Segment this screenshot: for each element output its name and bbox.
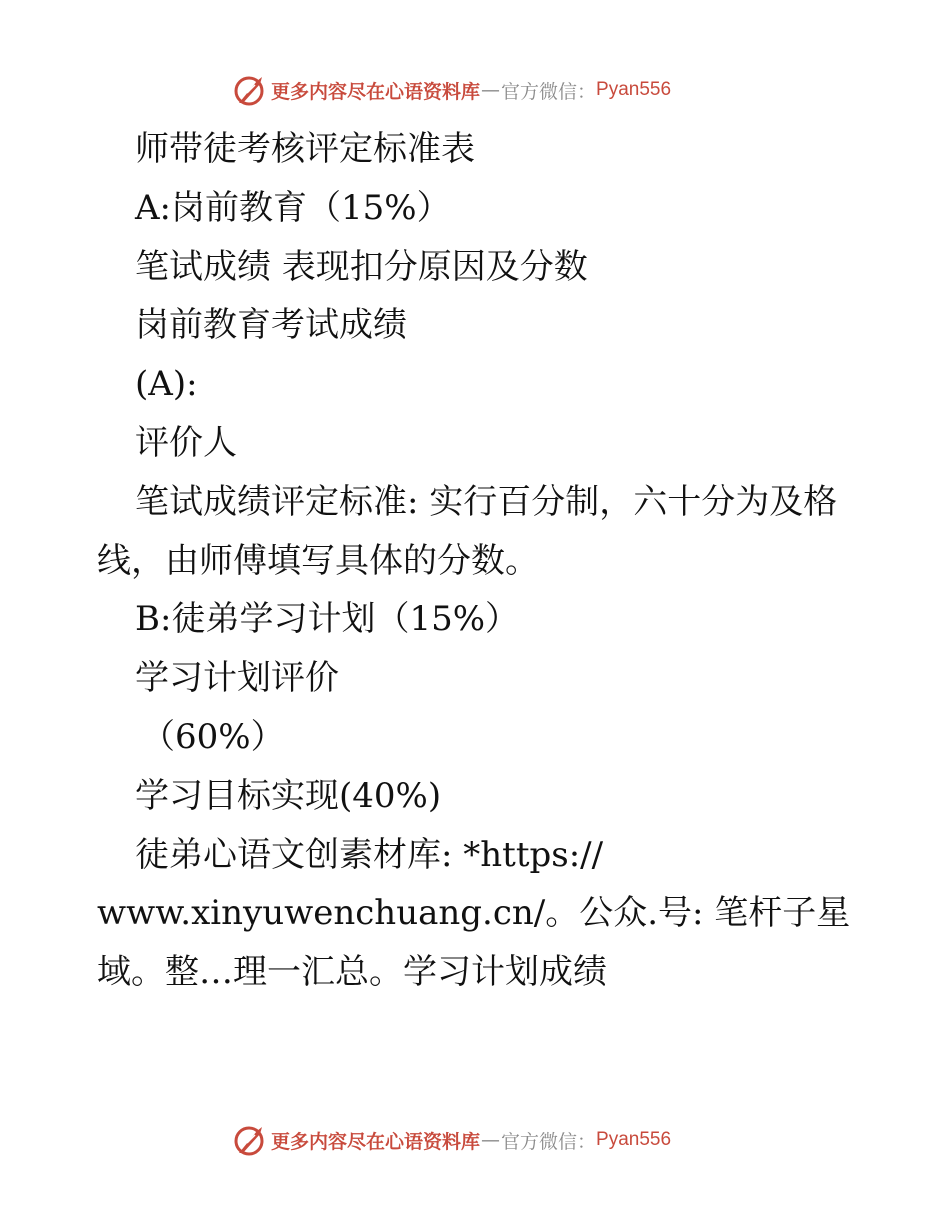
section-b-heading: B:徒弟学习计划（15%） bbox=[135, 599, 520, 640]
paragraph-line: www.xinyuwenchuang.cn/。公众.号: 笔杆子星 bbox=[97, 893, 851, 934]
watermark-wechat-id: Pyan556 bbox=[596, 1129, 672, 1150]
watermark-site-text: 更多内容尽在心语资料库 bbox=[271, 80, 481, 103]
quill-in-circle-icon bbox=[233, 1123, 267, 1157]
paragraph-line: 笔试成绩评定标准: 实行百分制，六十分为及格 bbox=[135, 481, 838, 522]
text-line: 学习目标实现(40%) bbox=[135, 775, 442, 816]
document-title: 师带徒考核评定标准表 bbox=[135, 129, 475, 169]
paragraph-line: 徒弟心语文创素材库: *https:// bbox=[135, 834, 604, 875]
text-line: 笔试成绩 表现扣分原因及分数 bbox=[135, 246, 588, 287]
text-line: 评价人 bbox=[135, 422, 237, 463]
watermark-dash: — bbox=[481, 79, 501, 101]
watermark-wechat-label: 官方微信： bbox=[501, 1130, 597, 1153]
watermark-wechat-id: Pyan556 bbox=[596, 79, 672, 100]
watermark-site-text: 更多内容尽在心语资料库 bbox=[271, 1130, 481, 1153]
watermark-wechat-label: 官方微信： bbox=[501, 80, 597, 103]
section-a-heading: A:岗前教育（15%） bbox=[135, 187, 451, 228]
text-line: （60%） bbox=[141, 716, 285, 757]
watermark-header bbox=[233, 72, 713, 108]
paragraph-line: 线，由师傅填写具体的分数。 bbox=[97, 540, 539, 581]
watermark-footer bbox=[233, 1122, 713, 1158]
watermark-dash: — bbox=[481, 1129, 501, 1151]
text-line: 岗前教育考试成绩 bbox=[135, 305, 407, 346]
text-line: 学习计划评价 bbox=[135, 658, 339, 699]
paragraph-line: 域。整…理一汇总。学习计划成绩 bbox=[97, 952, 607, 993]
quill-in-circle-icon bbox=[233, 73, 267, 107]
document-body bbox=[97, 120, 867, 1002]
text-line: (A): bbox=[135, 364, 198, 405]
